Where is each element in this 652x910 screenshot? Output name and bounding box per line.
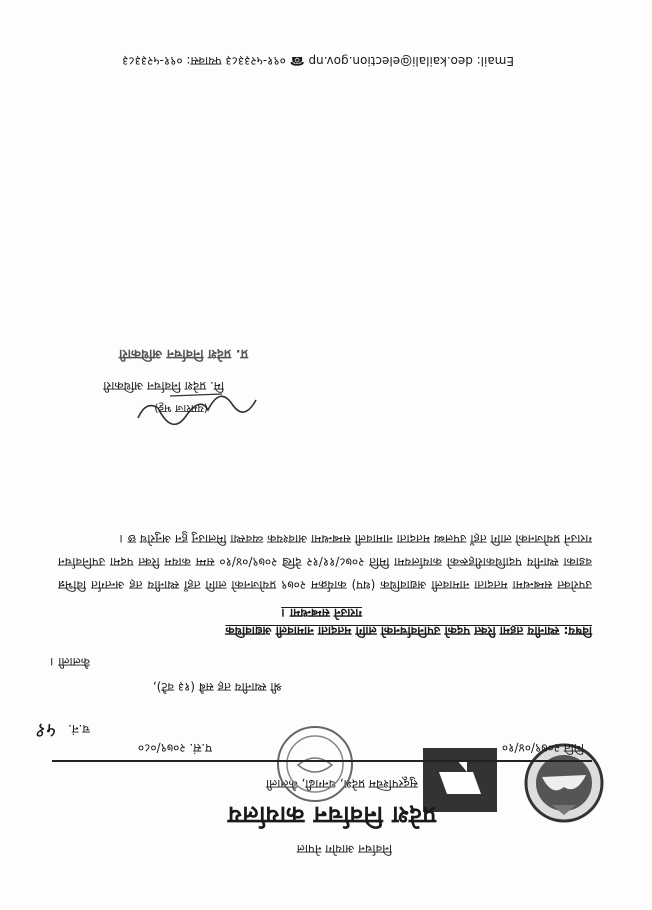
office-address: सुदूरपश्चिम प्रदेश, धनगढी, कैलाली [265,777,418,791]
subject-line: विषय: स्थानीय तहमा रिक्त पदको उपनिर्वाचनको लागि मतदाता नामावली अद्यावधिक [225,624,592,638]
signatory-name: (यमराज भट्ट) [154,402,208,415]
office-stamp-icon [274,723,356,805]
commission-name: निर्वाचन आयोग नेपाल [296,842,392,856]
recipient-line-2: कैलाली । [49,655,90,669]
letter-body: उपरोक्त सम्बन्धमा मतदाता नामावली अद्यावधिक (थप) कार्यक्रम २०७९ प्रयोजनको लागि तहाँ स्थानीय तह अन्तर्गत विभिन्न वडाका स्थानीय पदाधिकारीहरूको कार्यालयमा मिति २०७८/११/१२ देखि २०७९/०४/१० सम्म कायम रिक्त पदमा उपनिर्वाचन गराउने प्रयोजनको लागि तहाँ उपलब्ध मतदाता नामावली सम्बन्धमा आवश्यक व्यवस्था मिलाउनु हुन अनुरोध छ । [58,532,592,592]
dispatch-number: ५१ [37,719,58,743]
header-rule [52,760,592,762]
letter-date: मिति २०७९/०४/१० [501,741,584,755]
recipient-line-1: श्री स्थानीय तह सबै (१३ वटै), [152,680,282,694]
reference-number: प.सं. २०७९/०८० [137,741,212,755]
footer-contact: Email: deo.kailali@election.gov.np ☎ ०९१-५२३३८३ फ्याक्स: ०९१-५२३३८३ [122,54,514,68]
subject-line-2: गराउने सम्बन्धमा । [281,606,362,620]
dispatch-label: च.नं. [68,722,90,736]
signatory-role: प्र. प्रदेश निर्वाचन अधिकारी [118,346,248,361]
office-title: प्रदेश निर्वाचन कार्यालय [227,801,436,829]
signatory-title: मि. प्रदेश निर्वाचन अधिकारी [103,379,224,393]
